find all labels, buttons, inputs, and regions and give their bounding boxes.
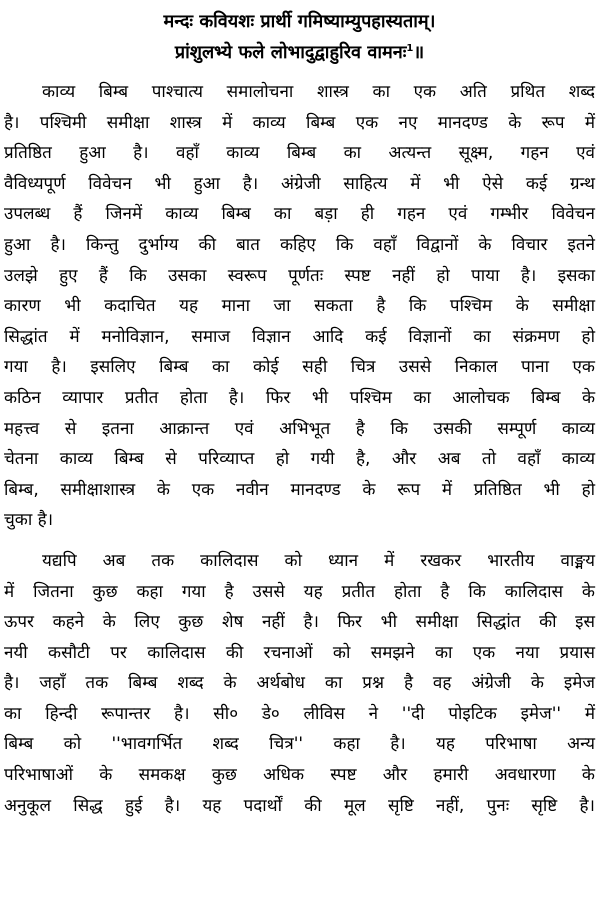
paragraph-line: बिम्ब, समीक्षाशास्त्र के एक नवीन मानदण्ड के रूप में प्रतिष्ठित भी हो <box>4 479 595 500</box>
verse-line-2 <box>4 37 595 68</box>
paragraph-line: अनुकूल सिद्ध हुई है। यह पदार्थों की मूल सृष्टि नहीं, पुनः सृष्टि है। <box>4 795 595 816</box>
paragraph-line: उलझे हुए हैं कि उसका स्वरूप पूर्णतः स्पष्ट नहीं हो पाया है। इसका <box>4 265 595 286</box>
paragraph-line: कारण भी कदाचित यह माना जा सकता है कि पश्चिम के समीक्षा <box>4 296 595 317</box>
paragraph-line: चुका है। <box>4 510 54 531</box>
paragraph-line: है। जहाँ तक बिम्ब शब्द के अर्थबोध का प्रश्न है वह अंग्रेजी के इमेज <box>4 673 595 694</box>
paragraph-line: ऊपर कहने के लिए कुछ शेष नहीं है। फिर भी समीक्षा सिद्धांत की इस <box>4 612 595 633</box>
verse-line-2-text: प्रांशुलभ्ये फले लोभादुद्वाहुरिव वामनः <box>174 42 407 63</box>
paragraph-line: का हिन्दी रूपान्तर है। सी० डे० लीविस ने ''दी पोइटिक इमेज'' में <box>4 703 595 724</box>
paragraph-line: वैविध्यपूर्ण विवेचन भी हुआ है। अंग्रेजी साहित्य में भी ऐसे कई ग्रन्थ <box>4 173 595 194</box>
paragraph-line: गया है। इसलिए बिम्ब का कोई सही चित्र उससे निकाल पाना एक <box>4 357 595 378</box>
paragraph-line: है। पश्चिमी समीक्षा शास्त्र में काव्य बिम्ब एक नए मानदण्ड के रूप में <box>4 112 595 133</box>
verse-line-1: मन्दः कवियशः प्रार्थी गमिष्याम्युपहास्यताम्। <box>163 11 436 32</box>
paragraph-line: कठिन व्यापार प्रतीत होता है। फिर भी पश्चिम का आलोचक बिम्ब के <box>4 387 595 408</box>
paragraph-line: चेतना काव्य बिम्ब से परिव्याप्त हो गयी है, और अब तो वहाँ काव्य <box>4 449 595 470</box>
verse-line-2-end: ॥ <box>413 42 425 63</box>
footnote-marker: 1 <box>406 43 414 54</box>
paragraph-line: हुआ है। किन्तु दुर्भाग्य की बात कहिए कि वहाँ विद्वानों के विचार इतने <box>4 234 595 255</box>
paragraph-line: काव्य बिम्ब पाश्चात्य समालोचना शास्त्र का एक अति प्रथित शब्द <box>42 82 595 102</box>
paragraph-1 <box>4 77 595 536</box>
paragraph-line: में जितना कुछ कहा गया है उससे यह प्रतीत होता है कि कालिदास के <box>4 581 595 602</box>
paragraph-line: नयी कसौटी पर कालिदास की रचनाओं को समझने का एक नया प्रयास <box>4 642 595 663</box>
paragraph-line: यद्यपि अब तक कालिदास को ध्यान में रखकर भारतीय वाङ्मय <box>42 550 595 571</box>
paragraph-line: महत्त्व से इतना आक्रान्त एवं अभिभूत है कि उसकी सम्पूर्ण काव्य <box>4 418 595 439</box>
paragraph-line: सिद्धांत में मनोविज्ञान, समाज विज्ञान आदि कई विज्ञानों का संक्रमण हो <box>4 326 595 347</box>
paragraph-line: बिम्ब को ''भावगर्भित शब्द चित्र'' कहा है। यह परिभाषा अन्य <box>4 734 595 755</box>
paragraph-line: प्रतिष्ठित हुआ है। वहाँ काव्य बिम्ब का अत्यन्त सूक्ष्म, गहन एवं <box>4 143 595 164</box>
sanskrit-verse <box>4 6 595 68</box>
paragraph-2 <box>4 546 595 821</box>
paragraph-line: परिभाषाओं के समकक्ष कुछ अधिक स्पष्ट और हमारी अवधारणा के <box>4 765 595 786</box>
paragraph-line: उपलब्ध हैं जिनमें काव्य बिम्ब का बड़ा ही गहन एवं गम्भीर विवेचन <box>4 204 595 225</box>
